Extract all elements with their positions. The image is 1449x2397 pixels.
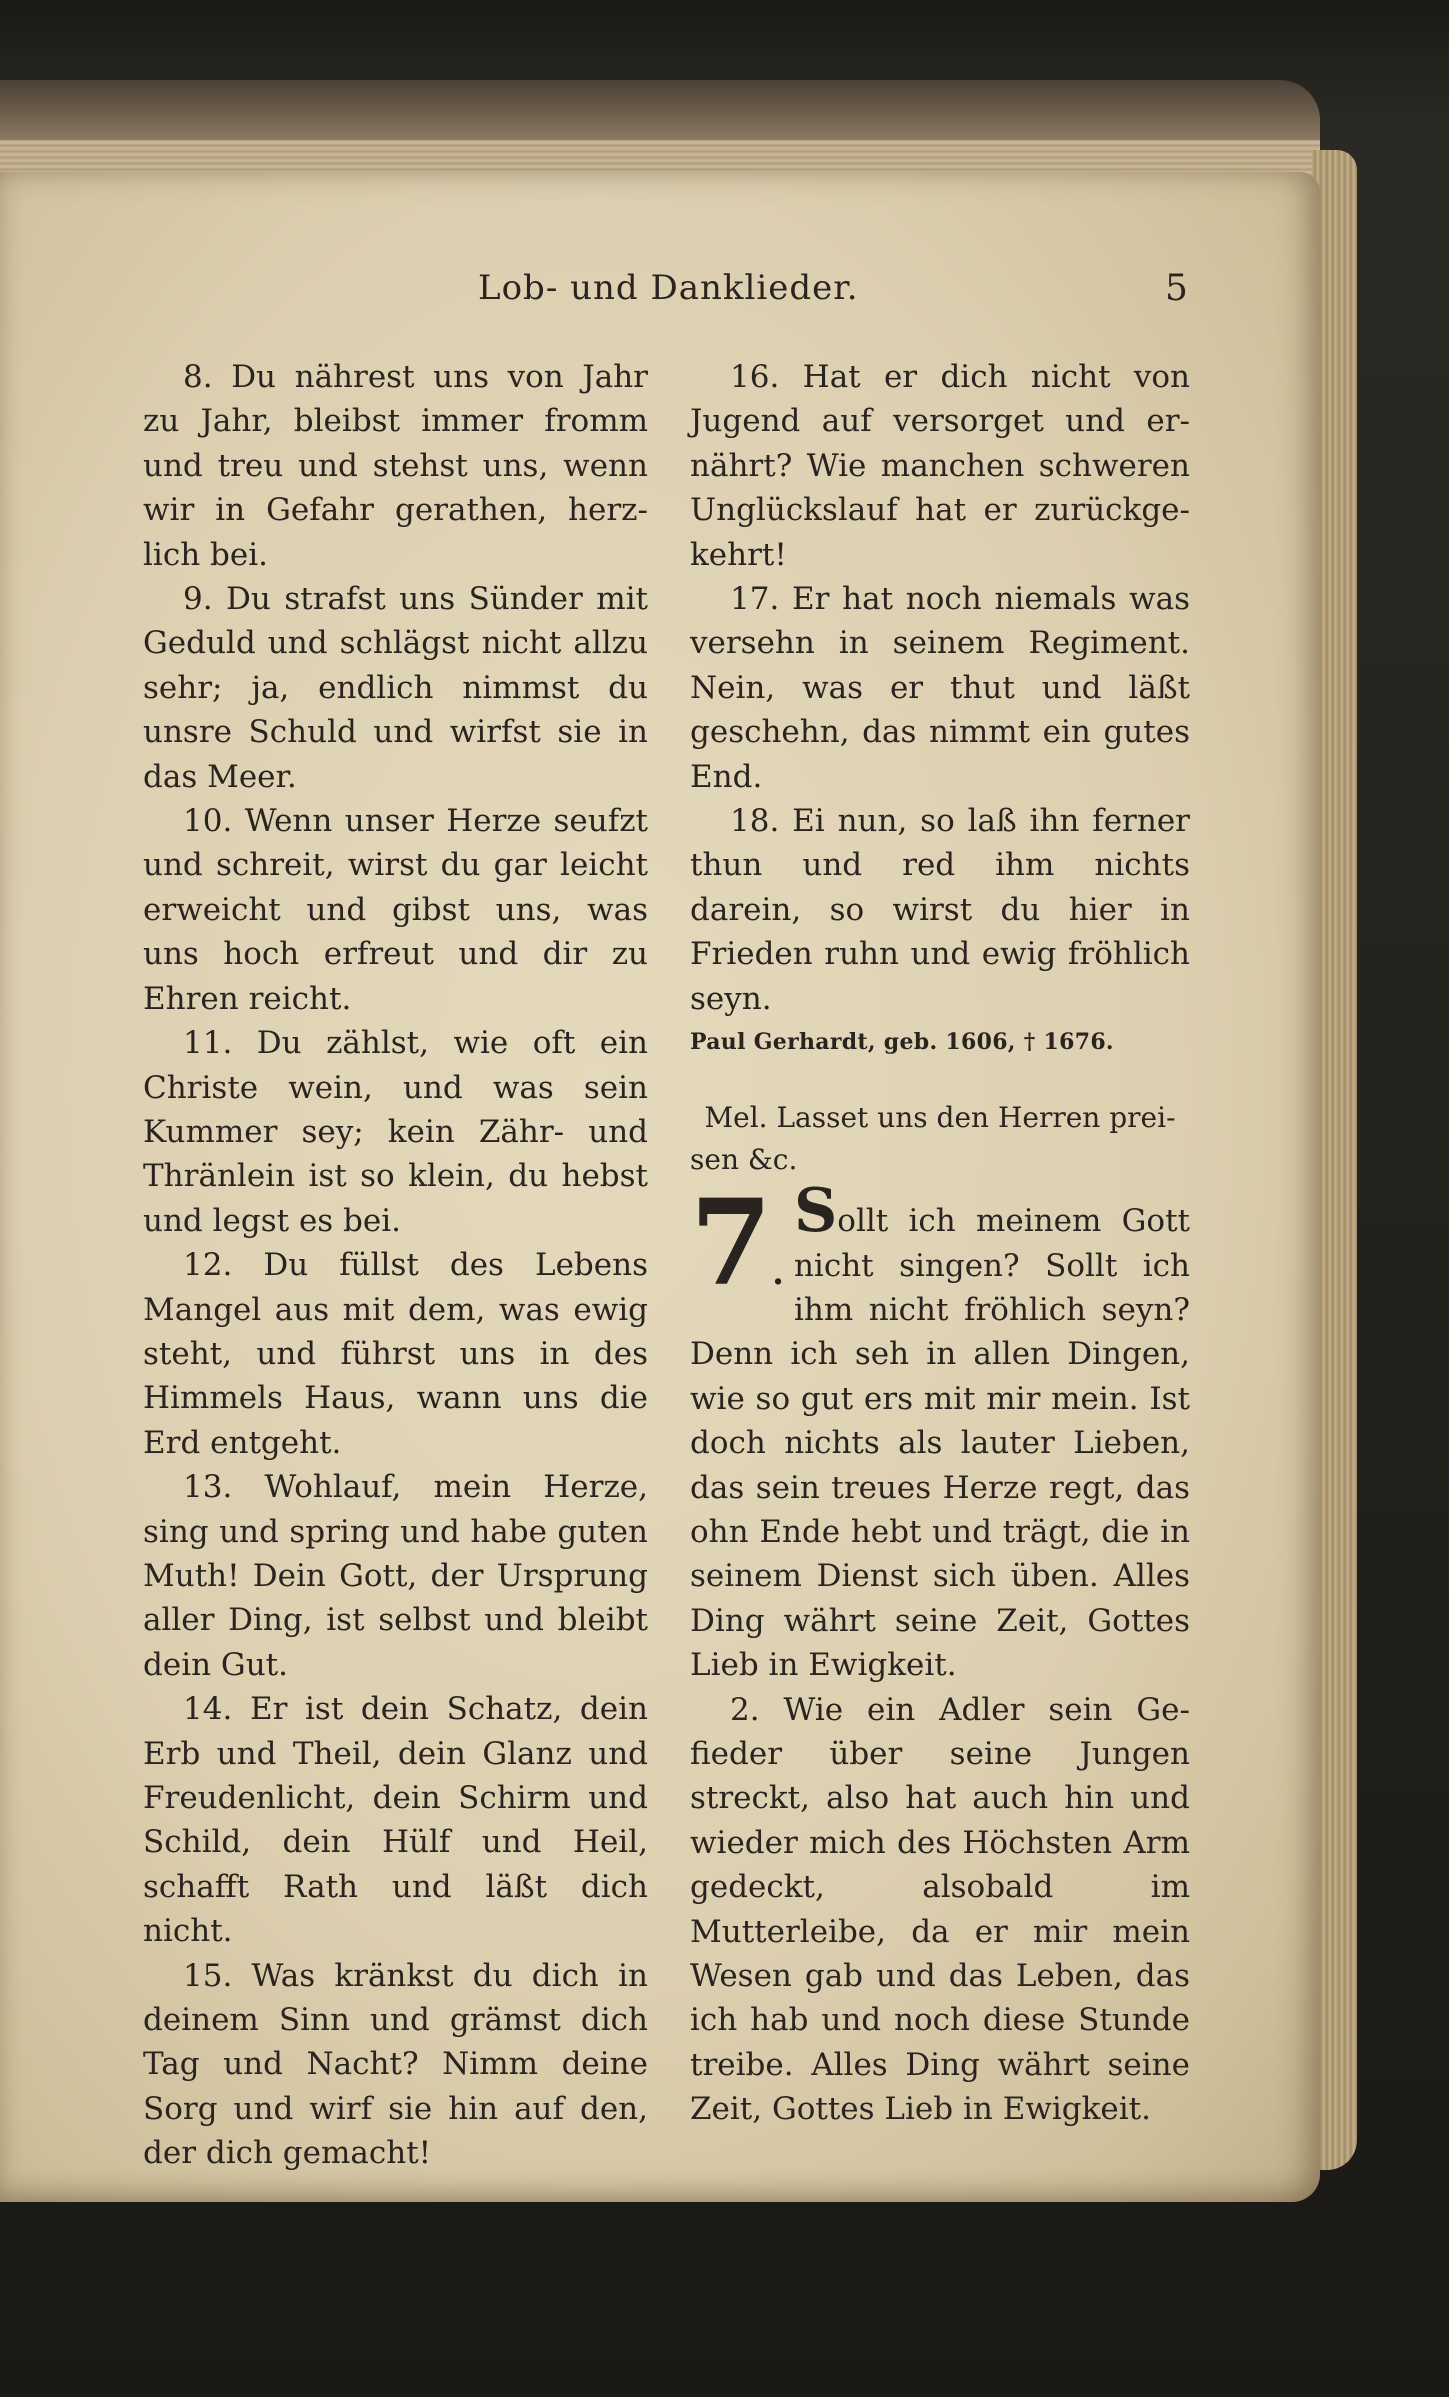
left-column bbox=[143, 355, 648, 2176]
author-attribution: Paul Gerhardt, geb. 1606, † 1676. bbox=[690, 1029, 1114, 1056]
page-header bbox=[0, 268, 1320, 308]
verse-11: 11. Du zählst, wie oft ein Christe wein, und was sein Kummer sey; kein Zähr- und Thränlein ist so klein, du hebst und legst es bei. bbox=[143, 1025, 648, 1239]
verse-16: 16. Hat er dich nicht von Jugend auf versorget und ernährt? Wie manchen schweren Unglückslauf hat er zurückgekehrt! bbox=[690, 359, 1191, 573]
verse-12: 12. Du füllst des Lebens Mangel aus mit dem, was ewig steht, und führst uns in des Himmels Haus, wann uns die Erd entgeht. bbox=[143, 1247, 648, 1461]
verse-8: 8. Du nährest uns von Jahr zu Jahr, bleibst immer fromm und treu und stehst uns, wenn wir in Gefahr gerathen, herzlich bei. bbox=[143, 359, 649, 573]
right-column bbox=[690, 355, 1190, 2132]
verse-18: 18. Ei nun, so laß ihn ferner thun und red ihm nichts darein, so wirst du hier in Frieden ruhn und ewig fröhlich seyn. bbox=[690, 803, 1190, 1017]
page-number: 5 bbox=[1165, 268, 1188, 309]
verse-9: 9. Du strafst uns Sünder mit Geduld und schlägst nicht allzu sehr; ja, endlich nimmst du unsre Schuld und wirfst sie in das Meer. bbox=[143, 581, 648, 795]
verse-14: 14. Er ist dein Schatz, dein Erb und Theil, dein Glanz und Freudenlicht, dein Schirm und Schild, dein Hülf und Heil, schafft Rath und läßt dich nicht. bbox=[143, 1691, 648, 1950]
verse-15: 15. Was kränkst du dich in deinem Sinn und grämst dich Tag und Nacht? Nimm deine Sorg und wirf sie hin auf den, der dich gemacht! bbox=[143, 1957, 648, 2172]
running-title: Lob- und Danklieder. bbox=[478, 268, 859, 308]
hymn-7-verse-2: 2. Wie ein Adler sein Gefieder über seine Jungen streckt, also hat auch hin und wieder mich des Höchsten Arm gedeckt, alsobald im Mutterleibe, da er mir mein Wesen gab und das Leben, das ich hab und noch diese Stunde treibe. Alles Ding währt seine Zeit, Gottes Lieb in Ewigkeit. bbox=[690, 1691, 1190, 2128]
verse-10: 10. Wenn unser Herze seufzt und schreit, wirst du gar leicht erweicht und gibst uns, was uns hoch erfreut und dir zu Ehren reicht. bbox=[143, 803, 648, 1017]
melody-note: Mel. Lasset uns den Herren preisen &c. bbox=[690, 1101, 1176, 1177]
hymn-number-dropcap: 7. bbox=[690, 1173, 784, 1313]
verse-17: 17. Er hat noch niemals was versehn in seinem Regiment. Nein, was er thut und läßt geschehn, das nimmt ein gutes End. bbox=[690, 581, 1191, 795]
initial-letter: S bbox=[793, 1176, 838, 1247]
verse-13: 13. Wohlauf, mein Herze, sing und spring und habe guten Muth! Dein Gott, der Ursprung aller Ding, ist selbst und bleibt dein Gut. bbox=[143, 1469, 648, 1683]
hymn-7-verse-1: 7. Sollt ich meinem Gott nicht singen? Sollt ich ihm nicht fröhlich seyn? Denn ich seh in allen Dingen, wie so gut ers mit mir mein. Ist doch nichts als lauter Lieben, das sein treues Herze regt, das ohn Ende hebt und trägt, die in seinem Dienst sich üben. Alles Ding währt seine Zeit, Gottes Lieb in Ewigkeit. bbox=[690, 1173, 1190, 1684]
